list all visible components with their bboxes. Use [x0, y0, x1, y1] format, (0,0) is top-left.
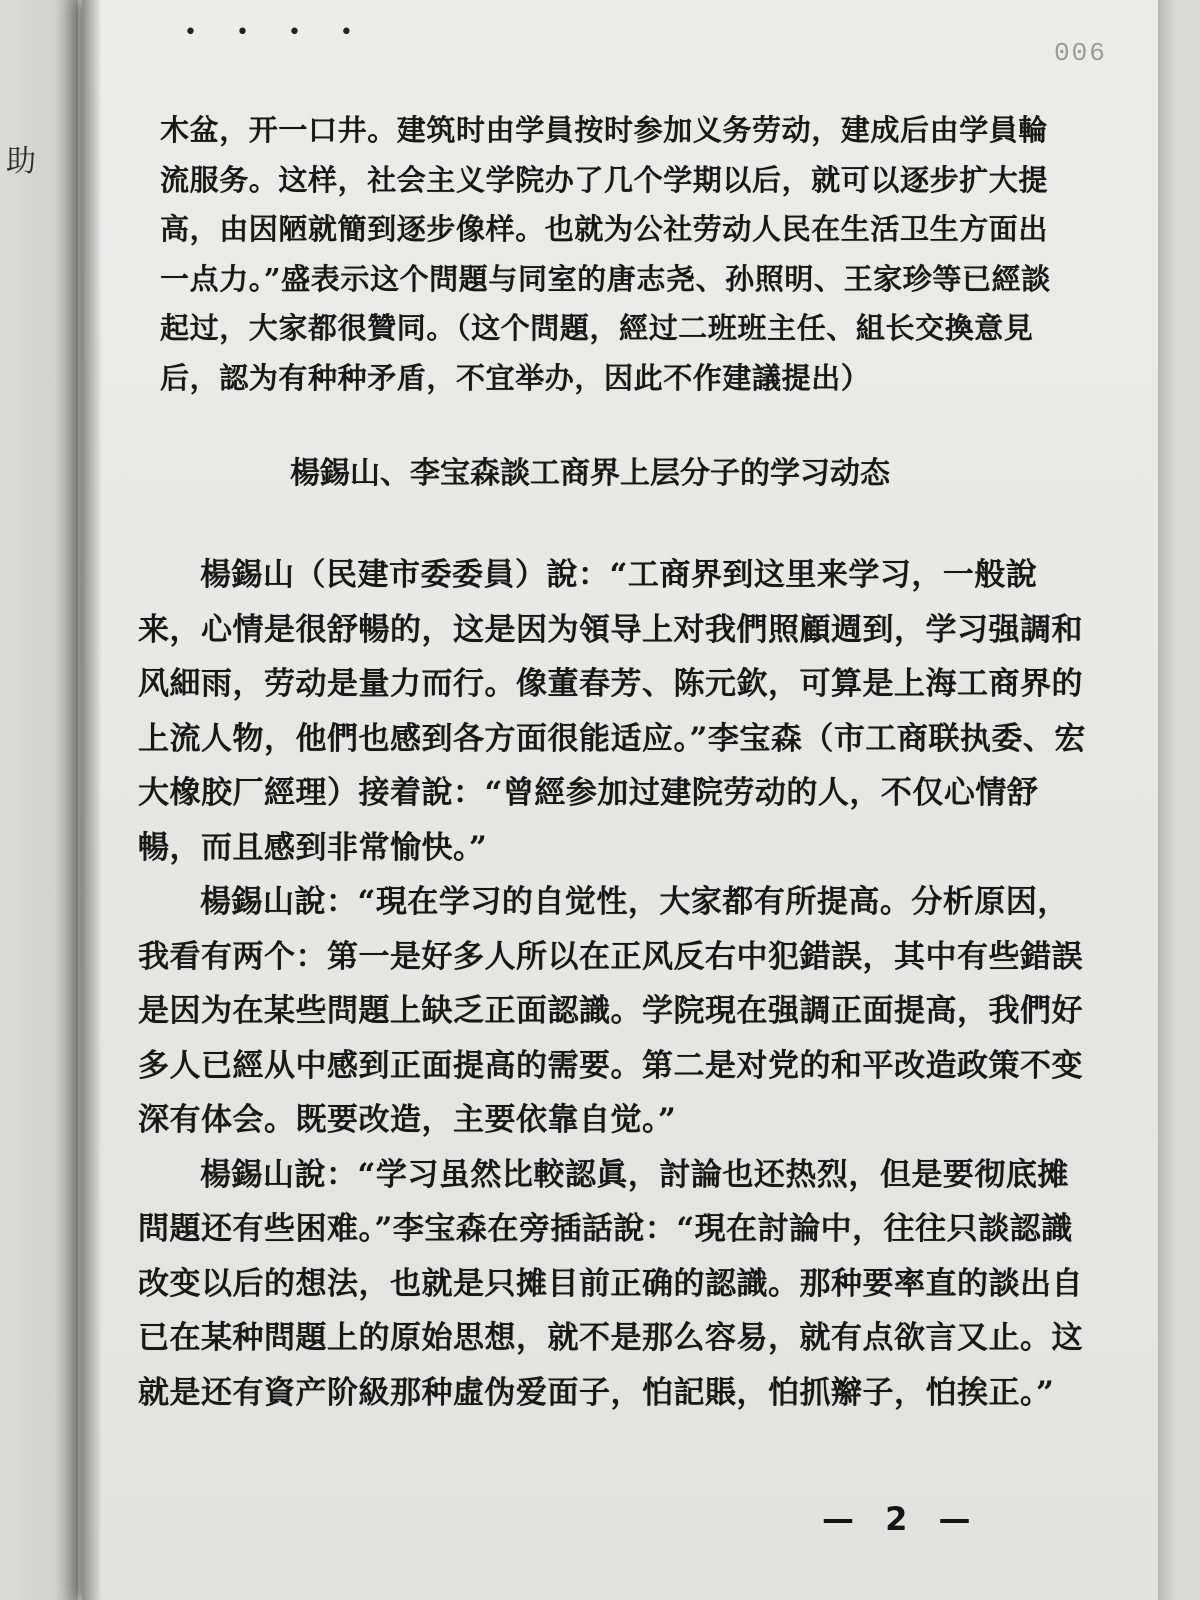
right-adjacent-page: [1158, 0, 1200, 1600]
left-margin-glyph: 助: [6, 144, 36, 179]
ink-specks: • • • •: [184, 20, 369, 45]
page-number: — 2 —: [822, 1500, 981, 1538]
top-paragraph: 木盆，开一口井。建筑时由学員按时参加义务劳动，建成后由学員輪流服务。这样，社会主义学院办了几个学期以后，就可以逐步扩大提高，由因陋就簡到逐步像样。也就为公社劳动人民在生活卫生方面出一点力。”盛表示这个問題与同室的唐志尧、孙照明、王家珍等已經談起过，大家都很贊同。（这个問題，經过二班班主任、組长交換意見后，認为有种种矛盾，不宜举办，因此不作建議提出）: [160, 113, 1051, 395]
folio-number: 006: [1054, 38, 1107, 68]
paragraph-1: 楊錫山（民建市委委員）說：“工商界到这里来学习，一般說来，心情是很舒暢的，这是因为領导上对我們照顧週到，学习强調和风細雨，劳动是量力而行。像董春芳、陈元欽，可算是上海工商界的上流人物，他們也感到各方面很能适应。”李宝森（市工商联执委、宏大橡胶厂經理）接着說：“曾經参加过建院劳动的人，不仅心情舒暢，而且感到非常愉快。”: [138, 557, 1086, 866]
left-adjacent-page: [0, 0, 78, 1600]
paragraph-2: 楊錫山說：“現在学习的自觉性，大家都有所提高。分析原因，我看有两个：第一是好多人所以在正风反右中犯錯誤，其中有些錯誤是因为在某些問題上缺乏正面認識。学院現在强調正面提高，我們好多人已經从中感到正面提高的需要。第二是对党的和平改造政策不变深有体会。既要改造，主要依靠自觉。”: [138, 884, 1083, 1138]
paragraph-3: 楊錫山說：“学习虽然比較認眞，討論也还热烈，但是要彻底摊問題还有些困难。”李宝森在旁插話說：“現在討論中，往往只談認識改变以后的想法，也就是只摊目前正确的認識。那种要率直的談出自已在某种問題上的原始思想，就不是那么容易，就有点欲言又止。这就是还有資产阶級那种虛伪爱面子，怕記賬，怕抓辮子，怕挨正。”: [138, 1156, 1083, 1411]
section-heading: 楊錫山、李宝森談工商界上层分子的学习动态: [290, 456, 890, 491]
body-text: [138, 548, 1100, 1420]
